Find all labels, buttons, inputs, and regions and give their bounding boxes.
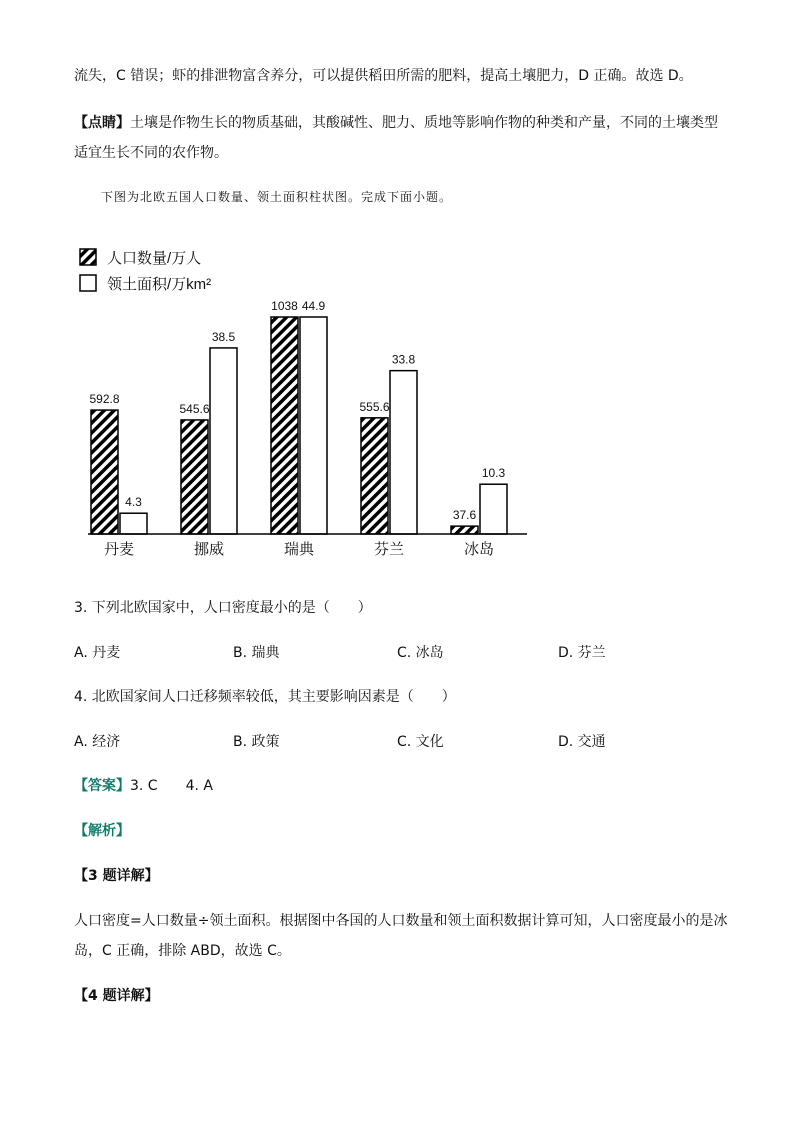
- x-tick-label-1: 挪威: [193, 541, 225, 558]
- bar-population-1: [181, 420, 208, 534]
- question-3-stem: 3. 下列北欧国家中，人口密度最小的是（ ）: [74, 600, 372, 616]
- data-label-area-4: 10.3: [481, 466, 506, 481]
- q3-option-a[interactable]: A. 丹麦: [74, 645, 121, 661]
- q3-option-d[interactable]: D. 芬兰: [558, 645, 606, 661]
- dianjing-text-2: 适宜生长不同的农作物。: [74, 145, 228, 161]
- q3-detail-line-2: 岛，C 正确，排除 ABD，故选 C。: [74, 943, 291, 959]
- answer-tag: 【答案】: [74, 778, 130, 794]
- bar-population-3: [361, 418, 388, 534]
- x-tick-label-3: 芬兰: [373, 541, 405, 558]
- bar-population-0: [91, 410, 118, 534]
- dianjing-text-1: 土壤是作物生长的物质基础，其酸碱性、肥力、质地等影响作物的种类和产量，不同的土壤类型: [130, 115, 718, 131]
- bar-population-4: [451, 526, 478, 534]
- q4-option-b[interactable]: B. 政策: [233, 734, 280, 750]
- data-label-area-3: 33.8: [391, 352, 416, 367]
- question-4-stem: 4. 北欧国家间人口迁移频率较低，其主要影响因素是（ ）: [74, 689, 456, 705]
- x-tick-label-2: 瑞典: [283, 541, 315, 558]
- legend-swatch-population: [80, 249, 96, 265]
- data-label-population-1: 545.6: [179, 401, 210, 416]
- q4-option-a[interactable]: A. 经济: [74, 734, 121, 750]
- data-label-area-2: 44.9: [301, 299, 326, 313]
- dianjing-line-1: [74, 113, 718, 133]
- bar-area-0: [120, 513, 147, 534]
- legend-label-area: 领土面积/万km²: [107, 276, 212, 293]
- data-label-area-1: 38.5: [211, 329, 236, 344]
- bar-area-3: [390, 371, 417, 534]
- answer-text: 3. C 4. A: [130, 778, 213, 794]
- bar-area-1: [210, 348, 237, 534]
- answer-line: [74, 776, 213, 796]
- x-tick-labels: [104, 540, 494, 558]
- paragraph-line: 流失，C 错误；虾的排泄物富含养分，可以提供稻田所需的肥料，提高土壤肥力，D 正确。故选 D。: [74, 68, 693, 84]
- bar-population-2: [271, 317, 298, 534]
- q3-option-c[interactable]: C. 冰岛: [397, 645, 444, 661]
- analysis-tag: 【解析】: [74, 823, 130, 839]
- chart-intro: 下图为北欧五国人口数量、领土面积柱状图。完成下面小题。: [101, 190, 453, 204]
- q3-detail-tag: 【3 题详解】: [74, 868, 159, 884]
- bar-chart: [0, 235, 794, 575]
- data-label-area-0: 4.3: [125, 495, 142, 510]
- q3-detail-line-1: 人口密度=人口数量÷领土面积。根据图中各国的人口数量和领土面积数据计算可知，人口密度最小的是冰: [74, 913, 728, 929]
- dianjing-tag: 【点睛】: [74, 115, 130, 131]
- q4-option-d[interactable]: D. 交通: [558, 734, 606, 750]
- bar-area-4: [480, 484, 507, 534]
- q4-detail-tag: 【4 题详解】: [74, 988, 159, 1004]
- q3-option-b[interactable]: B. 瑞典: [233, 645, 280, 661]
- legend-label-population: 人口数量/万人: [107, 250, 202, 267]
- legend-swatch-area: [80, 275, 96, 291]
- x-tick-label-0: 丹麦: [103, 541, 135, 558]
- chart-bars: [89, 299, 507, 534]
- data-label-population-0: 592.8: [89, 392, 120, 407]
- bar-area-2: [300, 317, 327, 534]
- data-label-population-3: 555.6: [359, 399, 390, 414]
- q4-option-c[interactable]: C. 文化: [397, 734, 444, 750]
- data-label-population-2: 1038: [271, 299, 298, 313]
- x-tick-label-4: 冰岛: [463, 541, 495, 558]
- data-label-population-4: 37.6: [452, 508, 477, 523]
- chart-legend: [80, 249, 211, 293]
